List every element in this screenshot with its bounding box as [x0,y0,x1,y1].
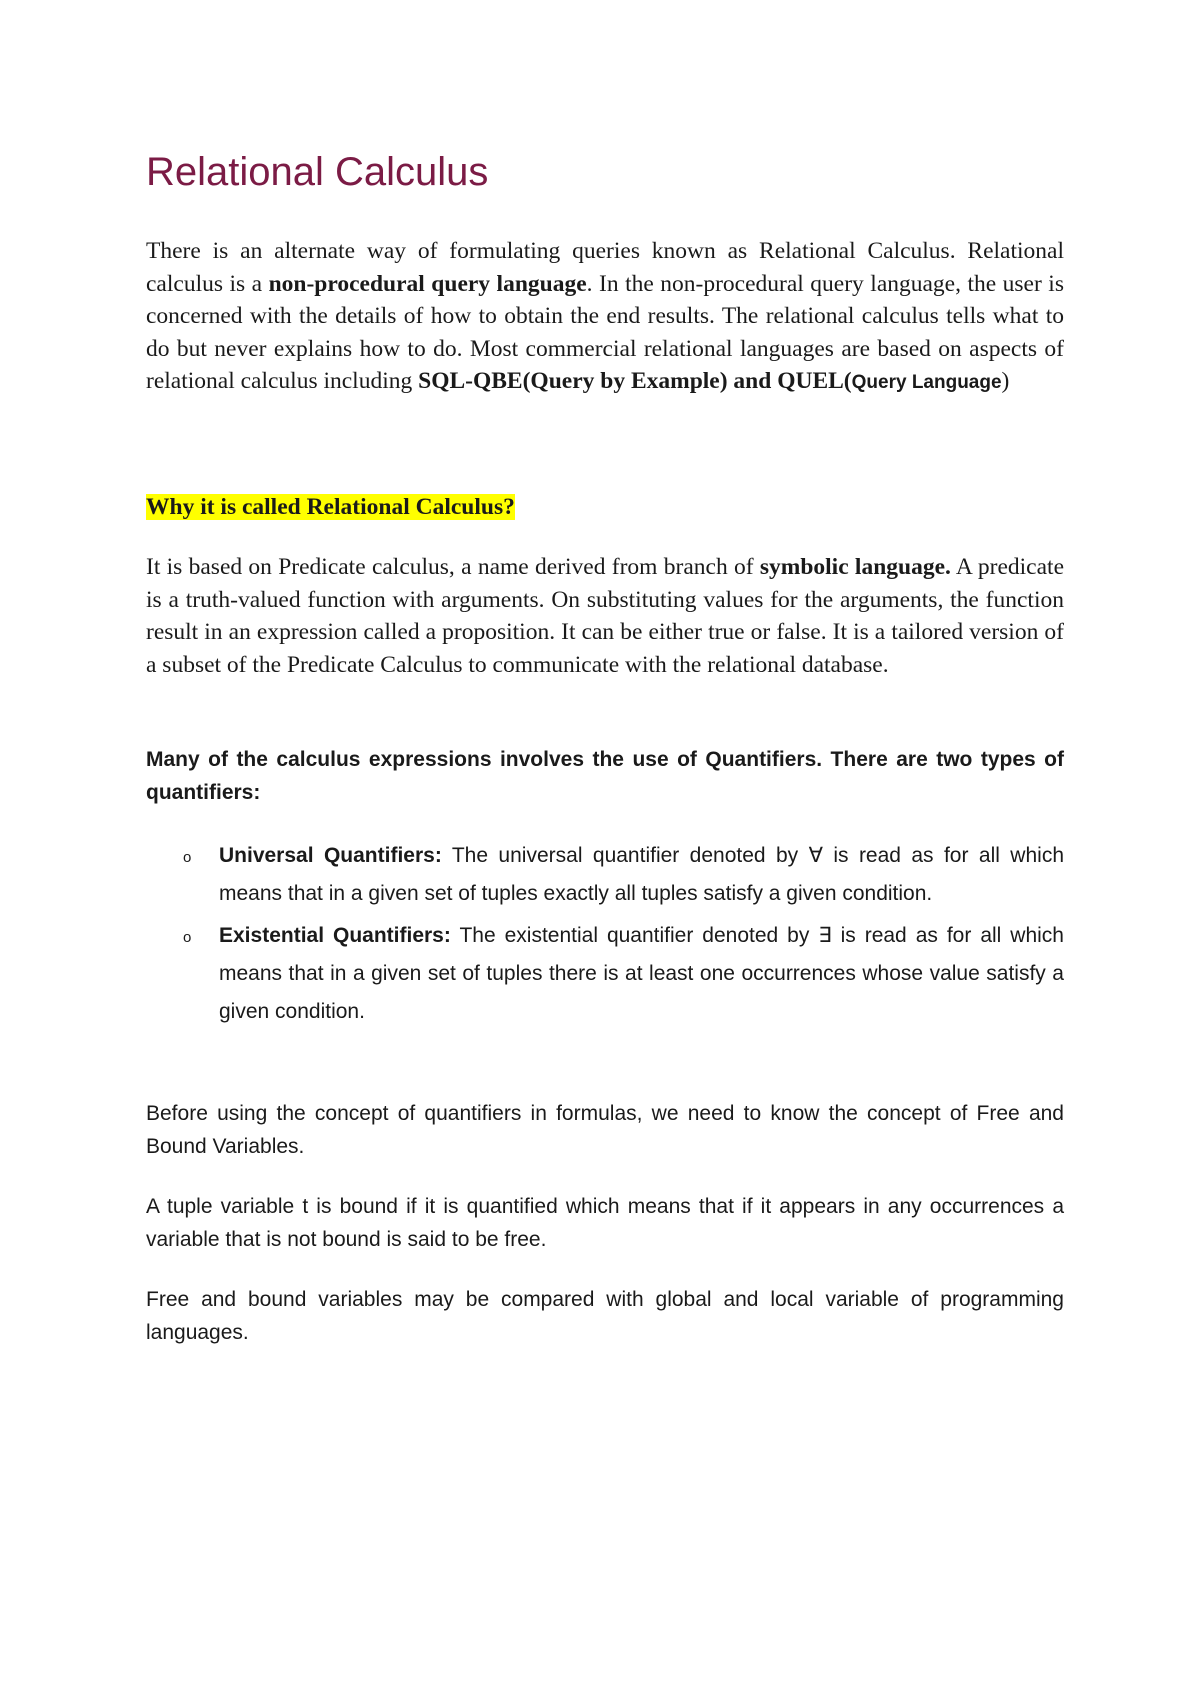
intro-bold-2: SQL-QBE(Query by Example) and QUEL( [418,368,852,394]
predicate-paragraph [146,551,1064,681]
bullet-icon: o [183,929,192,946]
page-title: Relational Calculus [146,150,489,194]
quantifier-text: The universal quantifier denoted by ∀ is read as for all which means that in a given set of tuples exactly all tuples satisfy a given condition. [219,844,1064,905]
intro-bold-3: Query Language [851,372,1002,393]
quantifier-label: Universal Quantifiers: [219,844,442,867]
intro-text-1: There is an alternate way of formulating queries known as Relational Calculus. Relational calculus is a [146,238,1064,297]
quantifier-list [146,837,1064,1035]
list-item [146,837,1064,913]
tuple-paragraph: A tuple variable t is bound if it is quantified which means that if it appears in any occurrences a variable that is not bound is said to be free. [146,1195,1064,1251]
predicate-text-2: A predicate is a truth-valued function with arguments. On substituting values for the arguments, the function result in an expression called a proposition. It can be either true or false. It is a tailored version of a subset of the Predicate Calculus to communicate with the relational database. [146,554,1064,678]
list-item [146,917,1064,1031]
intro-bold-1: non-procedural query language [268,270,587,297]
why-heading-paragraph [146,491,1064,524]
why-heading: Why it is called Relational Calculus? [146,494,515,520]
intro-paragraph [146,235,1064,400]
free-paragraph: Free and bound variables may be compared with global and local variable of programming languages. [146,1288,1064,1344]
quantifier-text: The existential quantifier denoted by ∃ is read as for all which means that in a given set of tuples there is at least one occurrences whose value satisfy a given condition. [219,924,1064,1023]
intro-text-2: . In the non-procedural query language, the user is concerned with the details of how to obtain the end results. The relational calculus tells what to do but never explains how to do. Most commercial relational languages are based on aspects of relational calculus including [146,270,1064,394]
predicate-bold: symbolic language. [759,554,951,580]
predicate-text-1: It is based on Predicate calculus, a name derived from branch of [146,554,760,580]
quantifiers-intro: Many of the calculus expressions involves the use of Quantifiers. There are two types of quantifiers: [146,748,1064,804]
quantifier-label: Existential Quantifiers: [219,924,451,947]
bullet-icon: o [183,849,192,866]
intro-text-3: ) [1001,368,1010,394]
before-paragraph: Before using the concept of quantifiers in formulas, we need to know the concept of Free and Bound Variables. [146,1102,1064,1158]
